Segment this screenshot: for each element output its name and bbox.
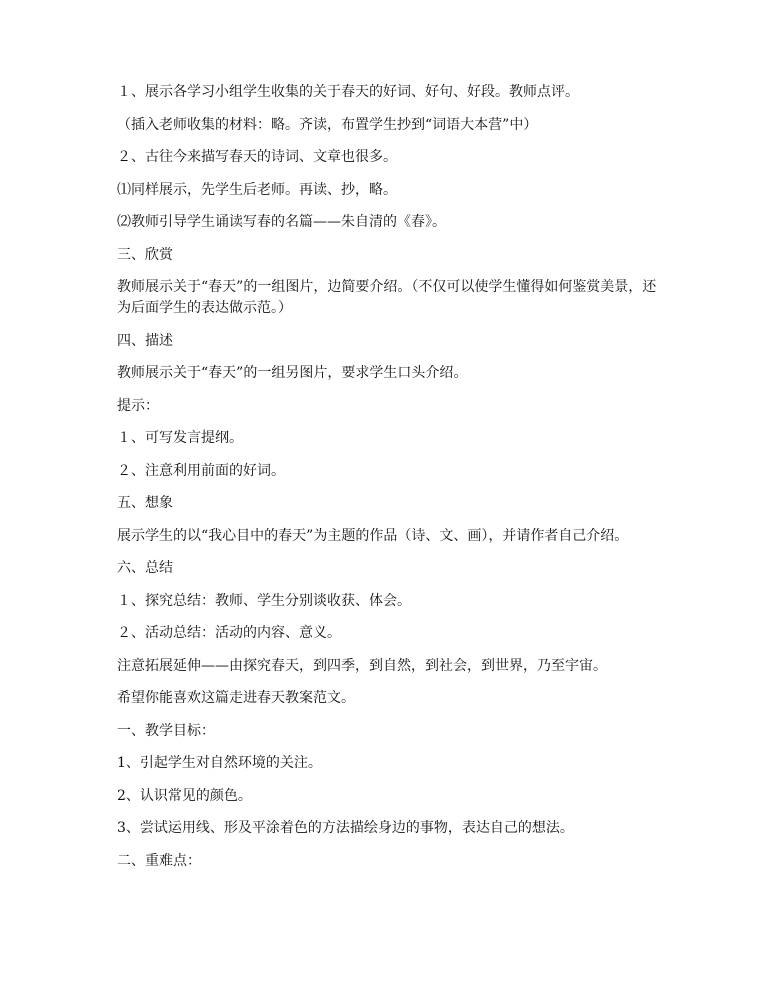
section-heading: 五、想象 xyxy=(117,495,173,511)
paragraph: ⑵教师引导学生诵读写春的名篇——朱自清的《春》。 xyxy=(117,214,446,230)
paragraph: ⑴同样展示，先学生后老师。再读、抄，略。 xyxy=(117,181,397,198)
document-body xyxy=(117,82,657,883)
paragraph: 1、引起学生对自然环境的关注。 xyxy=(117,755,322,771)
paragraph: 教师展示关于“春天”的一组图片，边简要介绍。（不仅可以使学生懂得如何鉴赏美景，还为后面学生的表达做示范。） xyxy=(117,279,657,316)
paragraph: １、可写发言提纲。 xyxy=(117,430,243,446)
paragraph: ２、注意利用前面的好词。 xyxy=(117,462,285,479)
paragraph: 教师展示关于“春天”的一组另图片，要求学生口头介绍。 xyxy=(117,365,468,381)
section-heading: 三、欣赏 xyxy=(117,246,173,263)
paragraph: ２、古往今来描写春天的诗词、文章也很多。 xyxy=(117,149,397,165)
paragraph: 3、尝试运用线、形及平涂着色的方法描绘身边的事物，表达自己的想法。 xyxy=(117,820,574,836)
paragraph: 2、认识常见的颜色。 xyxy=(117,787,252,804)
paragraph: ２、活动总结：活动的内容、意义。 xyxy=(117,625,341,641)
paragraph: 希望你能喜欢这篇走进春天教案范文。 xyxy=(117,690,355,706)
paragraph: １、探究总结：教师、学生分别谈收获、体会。 xyxy=(117,592,411,609)
section-heading: 四、描述 xyxy=(117,332,173,349)
paragraph: （插入老师收集的材料：略。齐读，布置学生抄到“词语大本营”中） xyxy=(117,116,538,133)
section-heading: 二、重难点： xyxy=(117,852,201,869)
paragraph: 展示学生的以“我心目中的春天”为主题的作品（诗、文、画），并请作者自己介绍。 xyxy=(117,527,629,544)
paragraph: １、展示各学习小组学生收集的关于春天的好词、好句、好段。教师点评。 xyxy=(117,84,579,100)
section-heading: 一、教学目标： xyxy=(117,722,215,739)
section-heading: 六、总结 xyxy=(117,560,173,576)
paragraph: 提示： xyxy=(117,397,159,414)
paragraph: 注意拓展延伸——由探究春天，到四季，到自然，到社会，到世界，乃至宇宙。 xyxy=(117,657,607,674)
